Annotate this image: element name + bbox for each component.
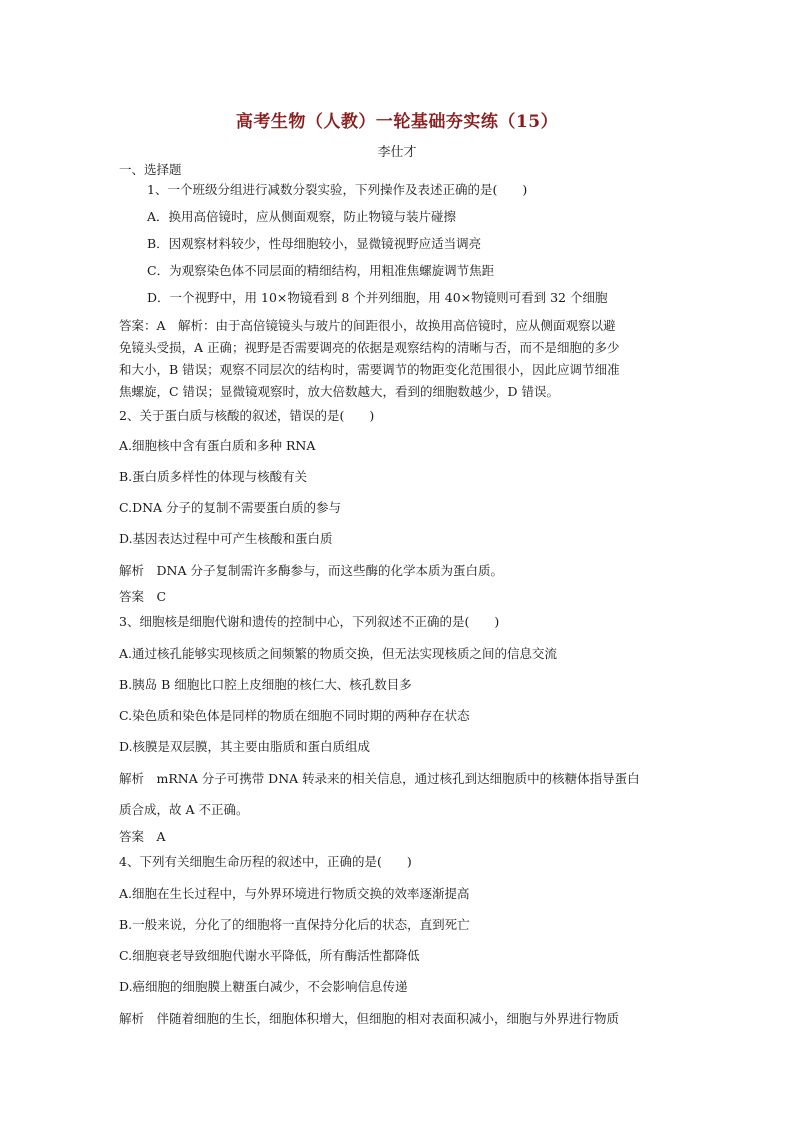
author-name: 李仕才 [377,145,417,160]
document-title: 高考生物（人教）一轮基础夯实练（15） [235,112,559,132]
question-4-option-b: B.一般来说，分化了的细胞将一直保持分化后的状态，直到死亡 [119,917,470,932]
question-2-option-d: D.基因表达过程中可产生核酸和蛋白质 [119,531,333,546]
question-3-option-d: D.核膜是双层膜，其主要由脂质和蛋白质组成 [119,739,371,754]
question-1-option-b: B．因观察材料较少，性母细胞较小，显微镜视野应适当调亮 [147,236,482,251]
question-1-answer-line: 和大小，B 错误；观察不同层次的结构时，需要调节的物距变化范围很小，因此应调节细准 [119,362,620,377]
question-4-option-a: A.细胞在生长过程中，与外界环境进行物质交换的效率逐渐提高 [119,886,470,901]
question-1-answer-line: 免镜头受损，A 正确；视野是否需要调亮的依据是观察结构的清晰与否，而不是细胞的多少 [119,340,620,355]
question-2-option-a: A.细胞核中含有蛋白质和多种 RNA [119,438,316,453]
question-1-stem: 1、一个班级分组进行减数分裂实验，下列操作及表述正确的是( ) [147,182,528,197]
question-3-option-a: A.通过核孔能够实现核质之间频繁的物质交换，但无法实现核质之间的信息交流 [119,646,558,661]
question-2-answer: 答案 C [119,589,167,604]
question-4-stem: 4、下列有关细胞生命历程的叙述中，正确的是( ) [119,854,412,869]
section-heading: 一、选择题 [119,162,182,177]
question-1-answer-line: 焦螺旋，C 错误；显微镜观察时，放大倍数越大，看到的细胞数越少，D 错误。 [119,384,560,399]
question-3-stem: 3、细胞核是细胞代谢和遗传的控制中心，下列叙述不正确的是( ) [119,614,500,629]
question-2-stem: 2、关于蛋白质与核酸的叙述，错误的是( ) [119,408,375,423]
question-4-option-d: D.癌细胞的细胞膜上糖蛋白减少，不会影响信息传递 [119,979,408,994]
question-1-option-a: A．换用高倍镜时，应从侧面观察，防止物镜与装片碰擦 [147,209,457,224]
question-1-option-c: C．为观察染色体不同层面的精细结构，用粗准焦螺旋调节焦距 [147,263,495,278]
question-2-analysis: 解析 DNA 分子复制需许多酶参与，而这些酶的化学本质为蛋白质。 [119,563,503,578]
question-3-answer: 答案 A [119,829,166,844]
question-4-analysis: 解析 伴随着细胞的生长，细胞体积增大，但细胞的相对表面积减小，细胞与外界进行物质 [119,1011,620,1026]
question-1-option-d: D．一个视野中，用 10×物镜看到 8 个并列细胞，用 40×物镜则可看到 32 个细胞 [147,290,608,305]
question-1-answer-line: 答案：A 解析：由于高倍镜镜头与玻片的间距很小，故换用高倍镜时，应从侧面观察以避 [119,318,616,333]
question-3-analysis-line: 质合成，故 A 不正确。 [119,802,249,817]
question-3-analysis-line: 解析 mRNA 分子可携带 DNA 转录来的相关信息，通过核孔到达细胞质中的核糖体指导蛋白 [119,771,640,786]
question-4-option-c: C.细胞衰老导致细胞代谢水平降低，所有酶活性都降低 [119,948,420,963]
question-2-option-b: B.蛋白质多样性的体现与核酸有关 [119,469,308,484]
question-2-option-c: C.DNA 分子的复制不需要蛋白质的参与 [119,500,342,515]
question-3-option-b: B.胰岛 B 细胞比口腔上皮细胞的核仁大、核孔数目多 [119,677,412,692]
question-3-option-c: C.染色质和染色体是同样的物质在细胞不同时期的两种存在状态 [119,708,470,723]
